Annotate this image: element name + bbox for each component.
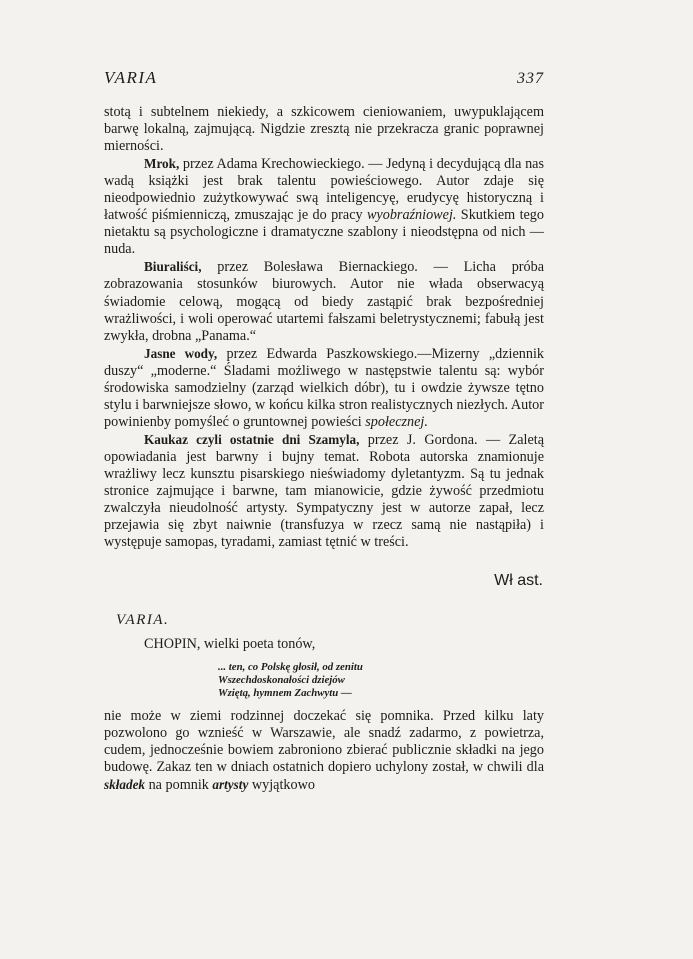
review-paragraph-biuralisci: [104, 258, 544, 344]
review-text: Skutkiem tego nietaktu są psychologiczne i dramatyczne szablony i nieodstępna od nich — nuda.: [104, 207, 544, 258]
author-signature: Wł ast.: [494, 572, 543, 589]
book-title: Mrok,: [144, 156, 180, 172]
body-text: wyjątkowo: [248, 777, 315, 794]
book-title: Kaukaz czyli ostatnie dni Szamyla,: [144, 431, 360, 447]
body-text: na pomnik: [145, 777, 213, 794]
varia-paragraph: [104, 708, 544, 794]
verse-line: Wszechdoskonałości dziejów: [218, 674, 345, 687]
body-text: nie może w ziemi rodzinnej doczekać się pomnika. Przed kilku laty pozwolono go wznieść w Warszawie, ale snadź zadarmo, z powietrza, cudem, jednocześnie bowiem zabroniono zbierać publicznie składki na jego budowę. Zakaz ten w dniach ostatnich dopiero uchylony został, w chwili dla: [104, 708, 544, 776]
reviews-section: [104, 104, 544, 551]
emphasis-text: społecznej.: [365, 413, 428, 430]
book-title: Jasne wody,: [144, 345, 218, 361]
section-heading-varia: VARIA.: [116, 612, 170, 628]
book-title: Biuraliści,: [144, 259, 202, 275]
review-text: przez Bolesława Biernackiego. — Licha próba zobrazowania stosunków biurowych. Autor nie włada obserwacyą świadomie celową, mogącą od biedy zastąpić brak bezpośredniej wrażliwości, i woli operować utartemi fałszami beletrystycznemi; fabułą jest zwykła, drobna „Panama.“: [104, 259, 544, 344]
emphasis-text: artysty: [212, 777, 249, 793]
emphasis-text: wyobraźniowej.: [366, 207, 457, 224]
review-paragraph-kaukaz: [104, 431, 544, 551]
verse-line: Wziętą, hymnem Zachwytu —: [218, 687, 352, 700]
review-paragraph-jasne-wody: [104, 345, 544, 431]
verse-line: ... ten, co Polskę głosił, od zenitu: [218, 661, 363, 673]
review-text: przez Edwarda Paszkowskiego.—Mizerny „dziennik duszy“ „moderne.“ Śladami możliwego w następstwie talentu są: wybór środowiska samodzielny (zarząd wielkich dóbr), tu i owdzie żywsze tętno stylu i barwniejsze słowo, w końcu kilka stron realistycznych niezłych. Autor powinienby pomyśleć o gruntownej powieści: [104, 345, 544, 430]
review-text: przez Adama Krechowieckiego. — Jedyną i decydującą dla nas wadą książki jest brak talentu powieściowego. Autor zdaje się nieodpowiednio zużytkowywać swą inteligencyę, erudycyę historyczną i łatwość piśmienniczą, zmuszając je do pracy: [104, 156, 544, 224]
review-paragraph-intro: [104, 104, 544, 155]
review-text: przez J. Gordona. — Zaletą opowiadania jest barwny i bujny temat. Robota autorska znamionuje wrażliwy lecz kunsztu pisarskiego nieświadomy dyletantyzm. Są tu jednak stronice zajmujące i barwne, tam mianowicie, gdzie żywość przedmiotu zwalczyła nieudolność artysty. Sympatyczny jest w autorze zapał, lecz przejawia się zbyt naiwnie (transfuzya w rzecz samą nie nastąpiła) i występuje samopas, tyradami, zamiast tętnić w treści.: [104, 431, 544, 551]
emphasis-text: składek: [104, 777, 146, 793]
varia-opening-line: CHOPIN, wielki poeta tonów,: [144, 636, 316, 652]
running-header: [104, 68, 544, 92]
quoted-verse: [218, 661, 363, 701]
review-paragraph-mrok: [104, 155, 544, 258]
page-number: 337: [517, 70, 544, 87]
running-title: VARIA: [104, 68, 158, 87]
varia-body: [104, 708, 544, 794]
review-text: stotą i subtelnem niekiedy, a szkicowem cieniowaniem, uwypuklającem barwę lokalną, zajmującą. Nigdzie zresztą nie przekracza granic poprawnej mierności.: [104, 104, 544, 155]
